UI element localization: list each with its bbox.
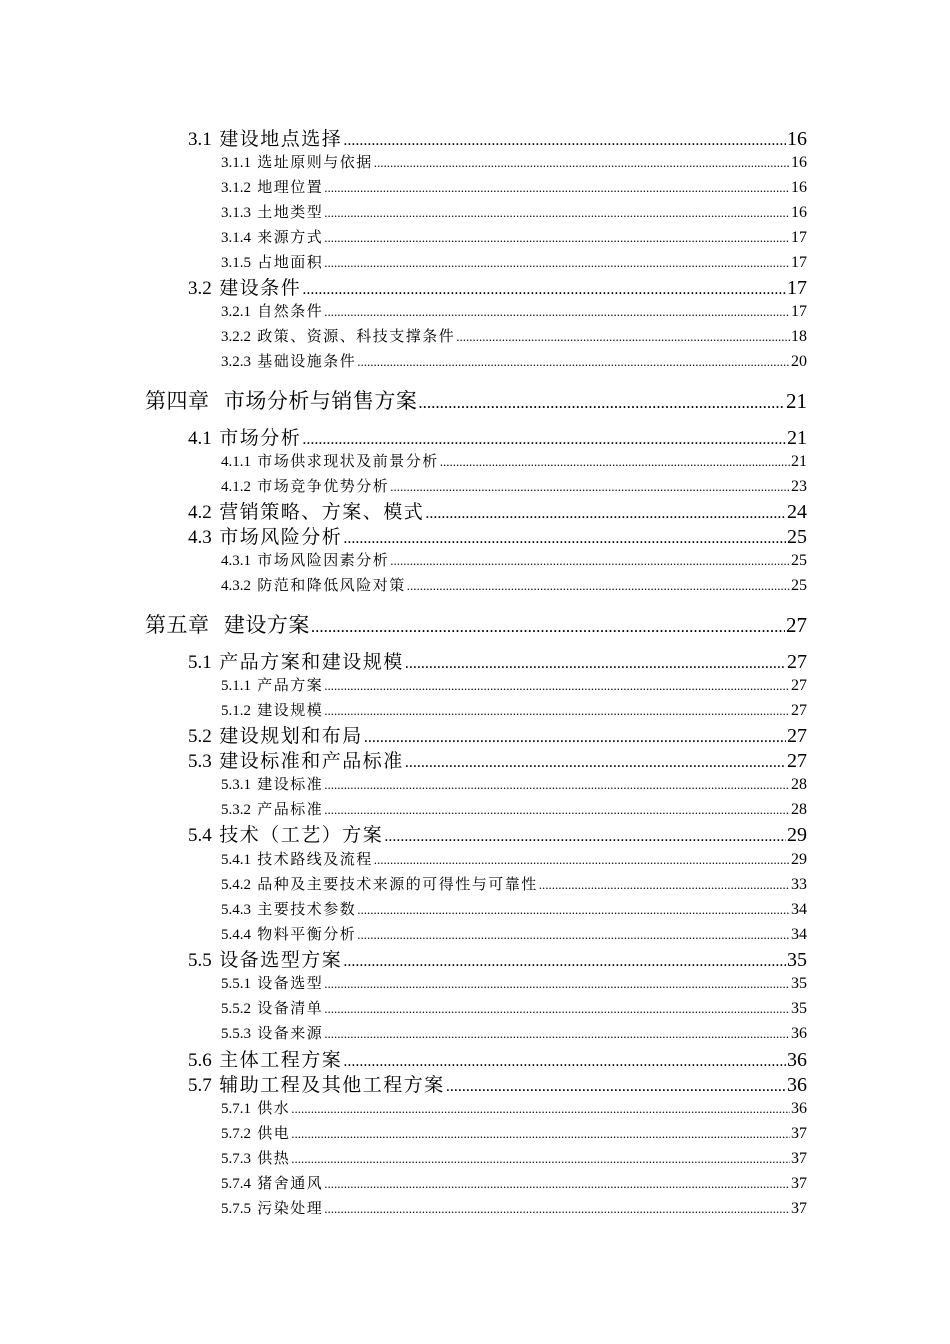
toc-entry-title: 设备来源	[257, 1024, 324, 1042]
dot-leader	[364, 725, 786, 747]
toc-entry-title: 自然条件	[257, 302, 324, 320]
toc-entry-label	[188, 820, 383, 847]
dot-leader	[324, 999, 790, 1017]
toc-entry-title: 政策、资源、科技支撑条件	[257, 327, 456, 345]
toc-entry-number: 5.4	[188, 825, 212, 846]
toc-entry-label	[221, 1172, 323, 1193]
toc-entry-label	[221, 151, 373, 172]
toc-entry-title: 主要技术参数	[257, 900, 357, 918]
toc-entry[interactable]	[188, 1070, 807, 1097]
toc-entry-page: 27	[787, 651, 807, 673]
toc-entry-number: 5.4.3	[221, 902, 251, 918]
toc-entry-label	[188, 273, 301, 300]
toc-entry-label	[145, 609, 310, 639]
toc-entry-number: 4.1.1	[221, 454, 251, 470]
toc-entry[interactable]	[188, 945, 807, 972]
toc-entry[interactable]	[221, 251, 807, 272]
toc-entry-number: 5.1.1	[221, 678, 251, 694]
toc-entry[interactable]	[221, 997, 807, 1018]
dot-leader	[302, 277, 786, 299]
dot-leader	[324, 1024, 790, 1042]
toc-entry-page: 24	[787, 501, 807, 523]
toc-entry-number: 5.7.3	[221, 1151, 251, 1167]
toc-entry-page: 36	[787, 1074, 807, 1096]
toc-entry-number: 3.1	[188, 129, 212, 150]
dot-leader	[343, 526, 786, 548]
toc-entry-page: 28	[791, 801, 807, 818]
toc-entry-title: 建设条件	[219, 277, 302, 299]
dot-leader	[302, 427, 786, 449]
toc-entry[interactable]	[188, 746, 807, 773]
toc-entry[interactable]	[221, 151, 807, 172]
toc-entry-label	[221, 898, 356, 919]
toc-entry-label	[221, 848, 373, 869]
toc-entry-number: 3.1.1	[221, 155, 251, 171]
toc-entry[interactable]	[221, 450, 807, 471]
toc-entry-label	[188, 945, 342, 972]
toc-entry-page: 29	[791, 851, 807, 868]
toc-entry-page: 25	[787, 526, 807, 548]
toc-entry-label	[221, 923, 356, 944]
toc-entry-label	[188, 1070, 445, 1097]
toc-entry-title: 技术路线及流程	[257, 850, 373, 868]
toc-entry-number: 3.1.3	[221, 205, 251, 221]
dot-leader	[343, 949, 786, 971]
toc-entry-number: 5.2	[188, 726, 212, 747]
toc-entry-title: 建设地点选择	[219, 128, 343, 150]
toc-entry-label	[221, 574, 406, 595]
toc-entry-number: 4.3.2	[221, 578, 251, 594]
toc-entry-page: 37	[791, 1175, 807, 1192]
toc-entry-page: 35	[791, 1000, 807, 1017]
toc-entry-number: 3.1.2	[221, 180, 251, 196]
toc-entry-page: 34	[791, 926, 807, 943]
toc-entry[interactable]	[221, 1097, 807, 1118]
dot-leader	[324, 676, 790, 694]
toc-entry-title: 物料平衡分析	[257, 925, 357, 943]
dot-leader	[446, 1074, 786, 1096]
toc-entry-label	[145, 385, 417, 415]
toc-entry-title: 猪舍通风	[257, 1174, 324, 1192]
dot-leader	[324, 228, 790, 246]
toc-entry-page: 17	[791, 303, 807, 320]
toc-entry-title: 建设标准和产品标准	[219, 750, 404, 772]
toc-entry-page: 25	[791, 552, 807, 569]
dot-leader	[291, 1149, 790, 1167]
dot-leader	[405, 750, 786, 772]
dot-leader	[343, 128, 786, 150]
toc-entry-page: 20	[791, 353, 807, 370]
toc-entry-title: 市场分析与销售方案	[223, 389, 418, 413]
toc-entry-label	[221, 798, 323, 819]
toc-entry-page: 25	[791, 577, 807, 594]
toc-entry-title: 设备选型	[257, 974, 324, 992]
toc-entry-title: 供水	[257, 1099, 291, 1117]
dot-leader	[324, 203, 790, 221]
toc-entry[interactable]	[221, 972, 807, 993]
dot-leader	[324, 701, 790, 719]
toc-entry-page: 27	[791, 677, 807, 694]
toc-entry[interactable]	[221, 1022, 807, 1043]
toc-entry-label	[188, 497, 424, 524]
toc-entry-page: 35	[787, 949, 807, 971]
toc-entry[interactable]	[221, 325, 807, 346]
toc-entry[interactable]	[188, 124, 807, 151]
toc-entry-number: 5.4.4	[221, 927, 251, 943]
toc-entry-page: 21	[786, 389, 807, 413]
toc-entry[interactable]	[188, 423, 807, 450]
toc-entry-page: 16	[791, 154, 807, 171]
toc-entry-label	[221, 1122, 290, 1143]
toc-entry-page: 16	[791, 179, 807, 196]
dot-leader	[456, 327, 790, 345]
toc-entry[interactable]	[221, 1147, 807, 1168]
toc-chapter-entry[interactable]	[145, 385, 807, 415]
toc-entry-title: 土地类型	[257, 203, 324, 221]
toc-entry-number: 5.7.1	[221, 1101, 251, 1117]
toc-entry-title: 品种及主要技术来源的可得性与可靠性	[257, 875, 538, 893]
toc-entry-label	[188, 1045, 342, 1072]
dot-leader	[324, 302, 790, 320]
toc-entry-page: 33	[791, 876, 807, 893]
toc-entry[interactable]	[188, 1045, 807, 1072]
toc-entry-label	[221, 549, 389, 570]
toc-entry[interactable]	[188, 721, 807, 748]
dot-leader	[324, 800, 790, 818]
toc-entry-page: 21	[791, 453, 807, 470]
toc-entry-page: 27	[786, 613, 807, 637]
toc-entry-title: 基础设施条件	[257, 352, 357, 370]
toc-entry-label	[221, 325, 455, 346]
toc-entry-title: 来源方式	[257, 228, 324, 246]
toc-entry-label	[221, 997, 323, 1018]
toc-entry-title: 市场竞争优势分析	[257, 477, 390, 495]
toc-entry-label	[221, 699, 323, 720]
toc-entry-number: 5.7.2	[221, 1126, 251, 1142]
toc-entry-title: 地理位置	[257, 178, 324, 196]
toc-entry[interactable]	[221, 300, 807, 321]
toc-entry-page: 29	[787, 824, 807, 846]
toc-entry[interactable]	[221, 798, 807, 819]
toc-entry[interactable]	[221, 873, 807, 894]
toc-entry-number: 5.4.2	[221, 877, 251, 893]
toc-entry[interactable]	[221, 201, 807, 222]
toc-entry[interactable]	[188, 647, 807, 674]
toc-entry-label	[221, 450, 439, 471]
toc-entry-title: 产品方案	[257, 676, 324, 694]
toc-entry-number: 5.1.2	[221, 703, 251, 719]
toc-entry-number: 5.6	[188, 1050, 212, 1071]
toc-entry-label	[221, 475, 389, 496]
toc-entry[interactable]	[188, 820, 807, 847]
toc-entry-number: 5.3	[188, 751, 212, 772]
dot-leader	[390, 477, 790, 495]
toc-entry[interactable]	[221, 574, 807, 595]
dot-leader	[324, 253, 790, 271]
toc-entry-number: 3.1.5	[221, 255, 251, 271]
toc-entry-page: 27	[787, 725, 807, 747]
dot-leader	[374, 153, 790, 171]
toc-entry-label	[188, 647, 404, 674]
toc-entry-page: 35	[791, 975, 807, 992]
toc-entry[interactable]	[221, 674, 807, 695]
toc-entry[interactable]	[221, 549, 807, 570]
toc-entry-label	[221, 176, 323, 197]
dot-leader	[343, 1049, 786, 1071]
dot-leader	[384, 824, 786, 846]
toc-entry[interactable]	[221, 923, 807, 944]
toc-entry-title: 供热	[257, 1149, 291, 1167]
toc-entry-number: 5.5.1	[221, 976, 251, 992]
toc-entry-title: 建设规划和布局	[219, 725, 363, 747]
toc-entry-title: 设备选型方案	[219, 949, 343, 971]
toc-entry-page: 23	[791, 478, 807, 495]
dot-leader	[324, 1174, 790, 1192]
toc-entry-title: 防范和降低风险对策	[257, 576, 406, 594]
toc-entry[interactable]	[221, 773, 807, 794]
dot-leader	[357, 925, 790, 943]
toc-entry-number: 4.1	[188, 428, 212, 449]
toc-entry-number: 5.1	[188, 652, 212, 673]
toc-entry[interactable]	[221, 1197, 807, 1218]
dot-leader	[324, 178, 790, 196]
toc-entry-label	[221, 1022, 323, 1043]
toc-entry-number: 4.3.1	[221, 553, 251, 569]
toc-entry-page: 17	[791, 229, 807, 246]
toc-entry-number: 5.5	[188, 950, 212, 971]
toc-entry-label	[221, 226, 323, 247]
toc-entry-page: 28	[791, 776, 807, 793]
toc-entry-title: 建设规模	[257, 701, 324, 719]
toc-entry-label	[188, 124, 342, 151]
toc-entry-label	[188, 746, 404, 773]
dot-leader	[291, 1124, 790, 1142]
dot-leader	[324, 974, 790, 992]
toc-entry[interactable]	[188, 522, 807, 549]
toc-entry-label	[221, 773, 323, 794]
toc-entry[interactable]	[221, 226, 807, 247]
toc-entry[interactable]	[221, 699, 807, 720]
toc-entry-title: 市场风险分析	[219, 526, 343, 548]
toc-entry-title: 产品方案和建设规模	[219, 651, 404, 673]
toc-entry-number: 5.5.2	[221, 1001, 251, 1017]
toc-entry-page: 27	[791, 702, 807, 719]
toc-entry-label	[188, 423, 301, 450]
toc-entry-page: 27	[787, 750, 807, 772]
toc-entry-number: 5.5.3	[221, 1026, 251, 1042]
dot-leader	[390, 551, 790, 569]
toc-entry-page: 37	[791, 1200, 807, 1217]
toc-entry[interactable]	[221, 1172, 807, 1193]
toc-entry-page: 17	[787, 277, 807, 299]
toc-entry-number: 5.7.5	[221, 1201, 251, 1217]
toc-entry-number: 5.3.2	[221, 802, 251, 818]
toc-entry-label	[221, 1147, 290, 1168]
toc-entry-title: 供电	[257, 1124, 291, 1142]
toc-entry-number: 第五章	[145, 613, 210, 637]
toc-entry[interactable]	[221, 176, 807, 197]
dot-leader	[425, 501, 786, 523]
toc-entry-page: 21	[787, 427, 807, 449]
toc-entry-title: 辅助工程及其他工程方案	[219, 1074, 445, 1096]
toc-entry-label	[221, 674, 323, 695]
toc-entry-number: 3.1.4	[221, 230, 251, 246]
toc-entry-number: 5.3.1	[221, 777, 251, 793]
toc-entry-page: 37	[791, 1125, 807, 1142]
toc-entry-title: 营销策略、方案、模式	[219, 501, 425, 523]
dot-leader	[440, 452, 790, 470]
toc-entry-label	[221, 1197, 323, 1218]
dot-leader	[374, 850, 790, 868]
toc-entry-page: 18	[791, 328, 807, 345]
dot-leader	[407, 576, 790, 594]
toc-entry-page: 36	[791, 1100, 807, 1117]
toc-entry-title: 建设标准	[257, 775, 324, 793]
dot-leader	[418, 389, 785, 413]
toc-entry-label	[221, 873, 538, 894]
dot-leader	[405, 651, 786, 673]
toc-entry[interactable]	[221, 475, 807, 496]
toc-entry-page: 17	[791, 254, 807, 271]
toc-entry-title: 污染处理	[257, 1199, 324, 1217]
dot-leader	[324, 1199, 790, 1217]
toc-entry-label	[221, 201, 323, 222]
toc-entry-number: 3.2.1	[221, 304, 251, 320]
toc-entry-number: 3.2	[188, 278, 212, 299]
toc-entry-title: 技术（工艺）方案	[219, 824, 384, 846]
toc-entry-page: 34	[791, 901, 807, 918]
toc-entry-number: 5.4.1	[221, 852, 251, 868]
toc-entry-page: 16	[787, 128, 807, 150]
toc-entry[interactable]	[188, 273, 807, 300]
toc-entry-title: 建设方案	[223, 613, 310, 637]
toc-entry-number: 4.1.2	[221, 479, 251, 495]
toc-entry-label	[188, 522, 342, 549]
toc-entry[interactable]	[221, 848, 807, 869]
toc-entry-label	[221, 972, 323, 993]
toc-entry-title: 主体工程方案	[219, 1049, 343, 1071]
toc-entry-title: 市场风险因素分析	[257, 551, 390, 569]
toc-entry-label	[221, 350, 356, 371]
toc-entry[interactable]	[221, 1122, 807, 1143]
toc-entry-title: 产品标准	[257, 800, 324, 818]
toc-entry-number: 4.2	[188, 502, 212, 523]
toc-entry-number: 5.7	[188, 1075, 212, 1096]
toc-entry-number: 4.3	[188, 527, 212, 548]
toc-entry-page: 37	[791, 1150, 807, 1167]
dot-leader	[539, 875, 790, 893]
toc-entry-number: 第四章	[145, 389, 210, 413]
dot-leader	[357, 352, 790, 370]
toc-entry-title: 设备清单	[257, 999, 324, 1017]
toc-entry-label	[221, 300, 323, 321]
dot-leader	[357, 900, 790, 918]
toc-entry-page: 16	[791, 204, 807, 221]
toc-entry-number: 3.2.2	[221, 329, 251, 345]
toc-entry-label	[221, 1097, 290, 1118]
toc-entry-label	[221, 251, 323, 272]
toc-entry[interactable]	[221, 898, 807, 919]
dot-leader	[311, 613, 785, 637]
dot-leader	[291, 1099, 790, 1117]
toc-entry-number: 3.2.3	[221, 354, 251, 370]
toc-entry-title: 市场分析	[219, 427, 302, 449]
toc-entry[interactable]	[221, 350, 807, 371]
toc-entry-title: 市场供求现状及前景分析	[257, 452, 439, 470]
toc-entry[interactable]	[188, 497, 807, 524]
toc-entry-page: 36	[791, 1025, 807, 1042]
toc-entry-number: 5.7.4	[221, 1176, 251, 1192]
toc-chapter-entry[interactable]	[145, 609, 807, 639]
dot-leader	[324, 775, 790, 793]
toc-entry-title: 占地面积	[257, 253, 324, 271]
toc-entry-page: 36	[787, 1049, 807, 1071]
toc-entry-label	[188, 721, 363, 748]
toc-entry-title: 选址原则与依据	[257, 153, 373, 171]
